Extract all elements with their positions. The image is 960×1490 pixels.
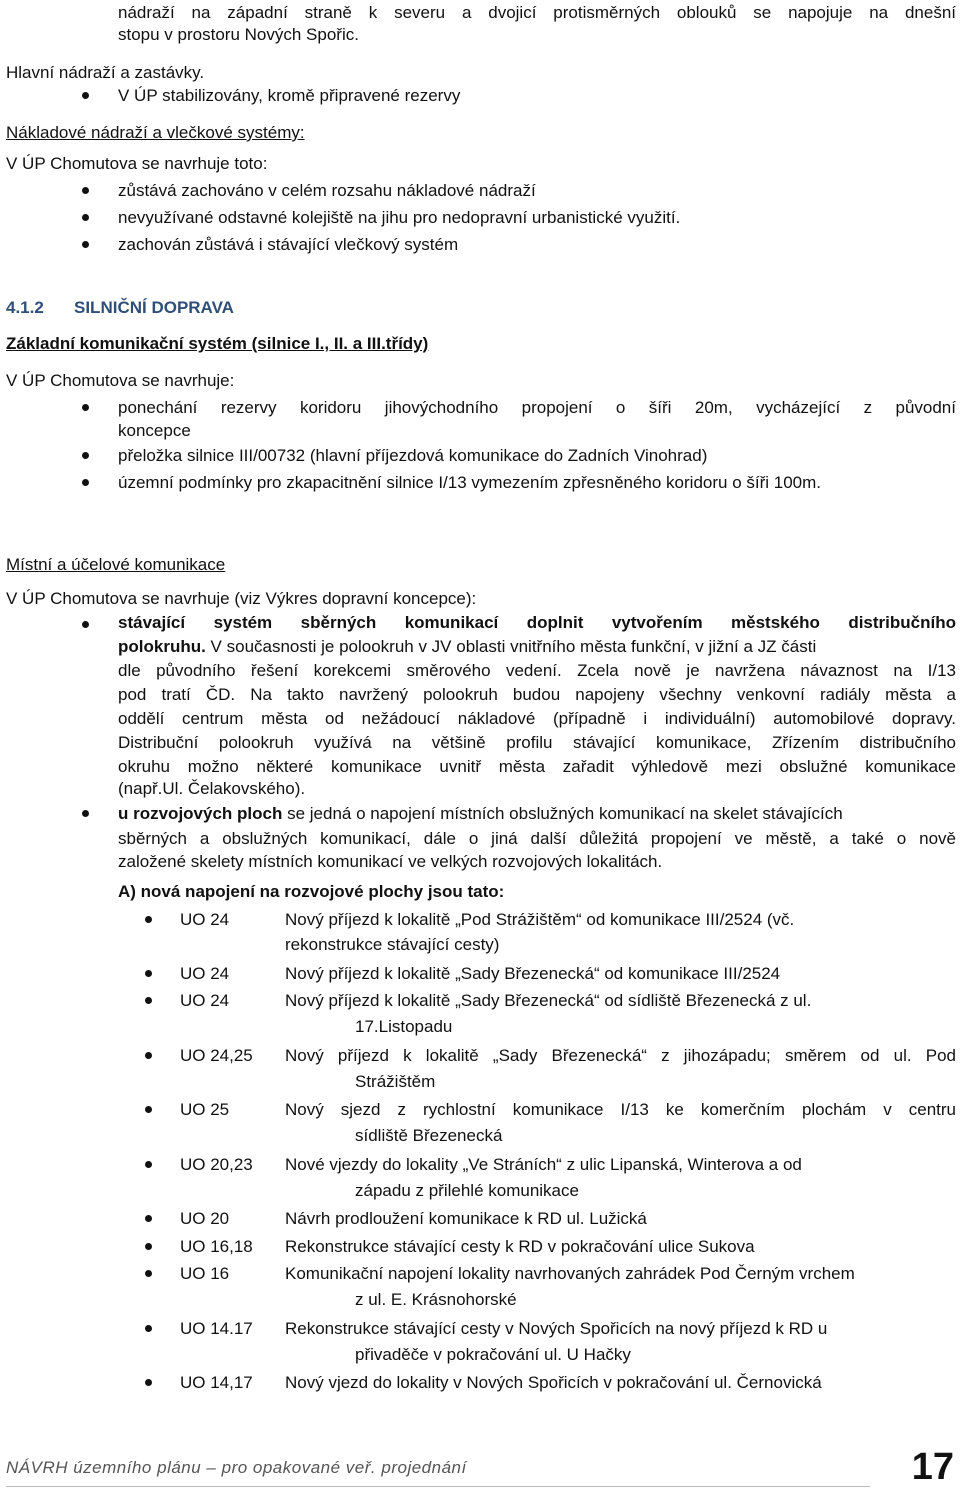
mistni-p2-line-3: založené skelety místních komunikací ve velkých rozvojových lokalitách. [118, 852, 663, 871]
zakladni-bullet-1-line-2: koncepce [118, 421, 191, 440]
mistni-p1-bold-2: polokruhu. [118, 637, 206, 656]
mistni-p1-line-4: pod tratí ČD. Na takto navržený polookruh budou napojeny všechny venkovní radiály města a [118, 685, 956, 704]
mistni-p1-line-6: Distribuční polookruh využívá na většině profilu stávající komunikace, Zřízením distribučního [118, 733, 956, 752]
bullet-icon [145, 970, 152, 977]
intro-line-1: nádraží na západní straně k severu a dvojicí protisměrných oblouků se napojuje na dnešní [118, 3, 956, 22]
bullet-icon [82, 621, 89, 628]
bullet-icon [145, 1379, 152, 1386]
bullet-icon [145, 916, 152, 923]
zakladni-intro: V ÚP Chomutova se navrhuje: [6, 371, 235, 390]
uo-code: UO 24 [180, 991, 230, 1010]
uo-code: UO 16 [180, 1264, 230, 1283]
uo-code: UO 24 [180, 964, 230, 983]
mistni-p1-rest-2: V současnosti je polookruh v JV oblasti vnitřního města funkční, v jižní a JZ části [205, 637, 817, 656]
mistni-p2-line-1 [118, 801, 956, 827]
footer-title: NÁVRH územního plánu – pro opakované veř. projednání [6, 1458, 467, 1477]
zakladni-bullet-3: územní podmínky pro zkapacitnění silnice I/13 vymezením zpřesněného koridoru o šíři 100m. [118, 473, 822, 492]
uo-text-cont: z ul. E. Krásnohorské [355, 1290, 517, 1309]
mistni-p1-line-1: stávající systém sběrných komunikací doplnit vytvořením městského distribučního [118, 613, 956, 632]
mistni-title: Místní a účelové komunikace [6, 555, 226, 574]
bullet-icon [82, 214, 89, 221]
bullet-icon [145, 997, 152, 1004]
uo-text: Rekonstrukce stávající cesty v Nových Spořicích na nový příjezd k RD u [285, 1319, 828, 1338]
uo-code: UO 24 [180, 910, 230, 929]
intro-line-2: stopu v prostoru Nových Spořic. [118, 25, 359, 44]
bullet-icon [145, 1243, 152, 1250]
bullet-icon [82, 187, 89, 194]
uo-code: UO 16,18 [180, 1237, 253, 1256]
uo-text-cont: Strážištěm [355, 1072, 436, 1091]
uo-text-cont: západu z přilehlé komunikace [355, 1181, 579, 1200]
mistni-intro: V ÚP Chomutova se navrhuje (viz Výkres dopravní koncepce): [6, 589, 477, 608]
uo-code: UO 24,25 [180, 1046, 253, 1065]
nakladove-bullet-1: zůstává zachováno v celém rozsahu nákladové nádraží [118, 181, 536, 200]
bullet-icon [145, 1325, 152, 1332]
nakladove-bullet-3: zachován zůstává i stávající vlečkový systém [118, 235, 459, 254]
uo-code: UO 25 [180, 1100, 230, 1119]
mistni-p1-line-7: okruhu možno některé komunikace uvnitř města zařadit výhledově mezi obslužné komunikace [118, 757, 956, 776]
uo-text: Návrh prodloužení komunikace k RD ul. Lužická [285, 1209, 647, 1228]
zakladni-title: Základní komunikační systém (silnice I., II. a III.třídy) [6, 334, 429, 353]
page-number: 17 [911, 1446, 954, 1488]
uo-text: Nové vjezdy do lokality „Ve Stráních“ z ulic Lipanská, Winterova a od [285, 1155, 802, 1174]
bullet-icon [145, 1270, 152, 1277]
mistni-p1-line-8: (např.Ul. Čelakovského). [118, 779, 306, 798]
mistni-subheading: A) nová napojení na rozvojové plochy jsou tato: [118, 882, 505, 901]
hlavni-title: Hlavní nádraží a zastávky. [6, 63, 205, 82]
bullet-icon [82, 404, 89, 411]
bullet-icon [145, 1215, 152, 1222]
bullet-icon [82, 810, 89, 817]
nakladove-intro: V ÚP Chomutova se navrhuje toto: [6, 154, 268, 173]
nakladove-title: Nákladové nádraží a vlečkové systémy: [6, 123, 305, 142]
uo-text-cont: 17.Listopadu [355, 1017, 453, 1036]
uo-code: UO 20,23 [180, 1155, 253, 1174]
section-title: SILNIČNÍ DOPRAVA [74, 298, 234, 317]
uo-text: Nový příjezd k lokalitě „Sady Březenecká“ z jihozápadu; směrem od ul. Pod [285, 1046, 956, 1065]
mistni-p2-line-2: sběrných a obslužných komunikací, dále o jiná další důležitá propojení ve městě, a také o nově [118, 829, 956, 848]
bullet-icon [82, 452, 89, 459]
mistni-p1-line-5: oddělí centrum města od nežádoucí nákladové (případně i individuální) automobilové dopravy. [118, 709, 956, 728]
uo-text: Rekonstrukce stávající cesty k RD v pokračování ulice Sukova [285, 1237, 755, 1256]
uo-text: Nový příjezd k lokalitě „Pod Strážištěm“ od komunikace III/2524 (vč. [285, 910, 795, 929]
uo-text-cont: přivaděče v pokračování ul. U Hačky [355, 1345, 631, 1364]
bullet-icon [145, 1161, 152, 1168]
uo-code: UO 14,17 [180, 1373, 253, 1392]
zakladni-bullet-1-line-1: ponechání rezervy koridoru jihovýchodního propojení o šíři 20m, vycházející z původní [118, 398, 956, 417]
mistni-p2-rest: se jedná o napojení místních obslužných komunikací na skelet stávajících [282, 804, 843, 823]
section-number: 4.1.2 [6, 298, 44, 317]
footer-divider [6, 1486, 870, 1487]
uo-text: Nový příjezd k lokalitě „Sady Březenecká“ od komunikace III/2524 [285, 964, 781, 983]
uo-text: Nový příjezd k lokalitě „Sady Březenecká“ od sídliště Březenecká z ul. [285, 991, 812, 1010]
mistni-p2-bold: u rozvojových ploch [118, 804, 283, 823]
bullet-icon [82, 92, 89, 99]
hlavni-bullet: V ÚP stabilizovány, kromě připravené rezervy [118, 86, 461, 105]
bullet-icon [145, 1106, 152, 1113]
mistni-p1-line-3: dle původního řešení korekcemi směrového vedení. Zcela nově je navržena návaznost na I/13 [118, 661, 956, 680]
uo-text: Nový sjezd z rychlostní komunikace I/13 ke komerčním plochám v centru [285, 1100, 956, 1119]
zakladni-bullet-2: přeložka silnice III/00732 (hlavní příjezdová komunikace do Zadních Vinohrad) [118, 446, 708, 465]
uo-text-cont: rekonstrukce stávající cesty) [285, 935, 500, 954]
bullet-icon [145, 1052, 152, 1059]
mistni-p1-line-2 [118, 634, 816, 660]
uo-text: Komunikační napojení lokality navrhovaných zahrádek Pod Černým vrchem [285, 1264, 855, 1283]
uo-code: UO 14.17 [180, 1319, 253, 1338]
uo-code: UO 20 [180, 1209, 230, 1228]
bullet-icon [82, 479, 89, 486]
uo-text-cont: sídliště Březenecká [355, 1126, 503, 1145]
uo-text: Nový vjezd do lokality v Nových Spořicích v pokračování ul. Černovická [285, 1373, 822, 1392]
bullet-icon [82, 241, 89, 248]
nakladove-bullet-2: nevyužívané odstavné kolejiště na jihu pro nedopravní urbanistické využití. [118, 208, 681, 227]
